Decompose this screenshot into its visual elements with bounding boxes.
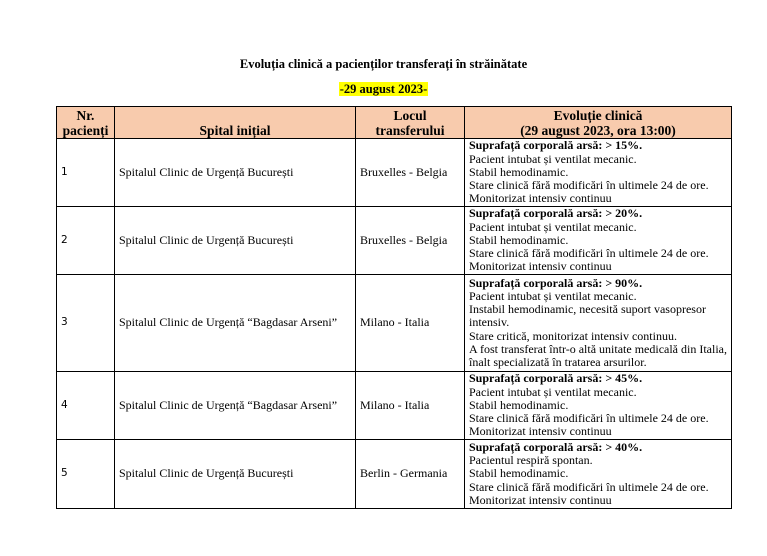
evolution-line: Stare clinică fără modificări în ultimele 24 de ore.	[469, 411, 709, 426]
transfer-location: Bruxelles - Belgia	[356, 139, 465, 207]
burn-surface: Suprafață corporală arsă: > 45%.	[469, 371, 643, 386]
transfer-location: Milano - Italia	[356, 372, 465, 440]
document-title: Evoluția clinică a pacienților transferați în străinătate	[239, 57, 528, 71]
evolution-line: Pacientul respiră spontan.	[469, 453, 593, 468]
header-transfer-location	[356, 107, 465, 139]
clinical-evolution	[465, 207, 732, 275]
initial-hospital: Spitalul Clinic de Urgență București	[115, 139, 356, 207]
patient-number: 3	[57, 275, 115, 372]
evolution-line: A fost transferat într-o altă unitate medicală din Italia, înalt specializată în tratarea arsurilor.	[469, 341, 727, 369]
evolution-line: Pacient intubat și ventilat mecanic.	[469, 151, 637, 166]
evolution-line: Stare clinică fără modificări în ultimele 24 de ore.	[469, 178, 709, 193]
header-patient-number	[57, 107, 115, 139]
table-row	[57, 372, 732, 440]
patient-number: 2	[57, 207, 115, 275]
evolution-line: Stabil hemodinamic.	[469, 466, 569, 481]
evolution-line: Pacient intubat și ventilat mecanic.	[469, 384, 637, 399]
burn-surface: Suprafață corporală arsă: > 20%.	[469, 206, 643, 221]
burn-surface: Suprafață corporală arsă: > 90%.	[469, 275, 643, 290]
initial-hospital: Spitalul Clinic de Urgență “Bagdasar Arseni”	[115, 275, 356, 372]
burn-surface: Suprafață corporală arsă: > 40%.	[469, 439, 643, 454]
table-header-row	[57, 107, 732, 139]
initial-hospital: Spitalul Clinic de Urgență București	[115, 440, 356, 509]
clinical-evolution	[465, 372, 732, 440]
evolution-line: Monitorizat intensiv continuu	[469, 492, 612, 507]
transfer-location: Berlin - Germania	[356, 440, 465, 509]
evolution-line: Monitorizat intensiv continuu	[469, 424, 612, 439]
patient-number: 5	[57, 440, 115, 509]
evolution-line: Instabil hemodinamic, necesită suport vasopresor intensiv.	[469, 302, 706, 330]
patients-table	[56, 106, 732, 509]
table-row	[57, 440, 732, 509]
header-nr-line1: Nr.	[76, 108, 95, 123]
report-date: -29 august 2023-	[339, 82, 428, 96]
burn-surface: Suprafață corporală arsă: > 15%.	[469, 138, 643, 153]
table-row	[57, 207, 732, 275]
evolution-line: Stare clinică fără modificări în ultimele 24 de ore.	[469, 479, 709, 494]
clinical-evolution	[465, 440, 732, 509]
header-evolution-line2: (29 august 2023, ora 13:00)	[520, 123, 676, 138]
transfer-location: Milano - Italia	[356, 275, 465, 372]
evolution-line: Monitorizat intensiv continuu	[469, 191, 612, 206]
initial-hospital: Spitalul Clinic de Urgență București	[115, 207, 356, 275]
table-row	[57, 275, 732, 372]
patient-number: 4	[57, 372, 115, 440]
clinical-evolution	[465, 139, 732, 207]
patient-number: 1	[57, 139, 115, 207]
evolution-line: Stabil hemodinamic.	[469, 397, 569, 412]
initial-hospital: Spitalul Clinic de Urgență “Bagdasar Arseni”	[115, 372, 356, 440]
evolution-line: Pacient intubat și ventilat mecanic.	[469, 219, 637, 234]
evolution-line: Stabil hemodinamic.	[469, 232, 569, 247]
table-row	[57, 139, 732, 207]
date-container	[0, 80, 767, 98]
evolution-line: Monitorizat intensiv continuu	[469, 259, 612, 274]
evolution-line: Stabil hemodinamic.	[469, 164, 569, 179]
header-location-line1: Locul	[393, 108, 427, 123]
transfer-location: Bruxelles - Belgia	[356, 207, 465, 275]
clinical-evolution	[465, 275, 732, 372]
header-location-line2: transferului	[375, 123, 445, 138]
header-nr-line2: pacienți	[62, 123, 109, 138]
header-initial-hospital: Spital inițial	[115, 107, 356, 139]
evolution-line: Stare clinică fără modificări în ultimele 24 de ore.	[469, 246, 709, 261]
header-clinical-evolution	[465, 107, 732, 139]
evolution-line: Pacient intubat și ventilat mecanic.	[469, 288, 637, 303]
evolution-line: Stare critică, monitorizat intensiv continuu.	[469, 328, 677, 343]
header-evolution-line1: Evoluție clinică	[553, 108, 643, 123]
